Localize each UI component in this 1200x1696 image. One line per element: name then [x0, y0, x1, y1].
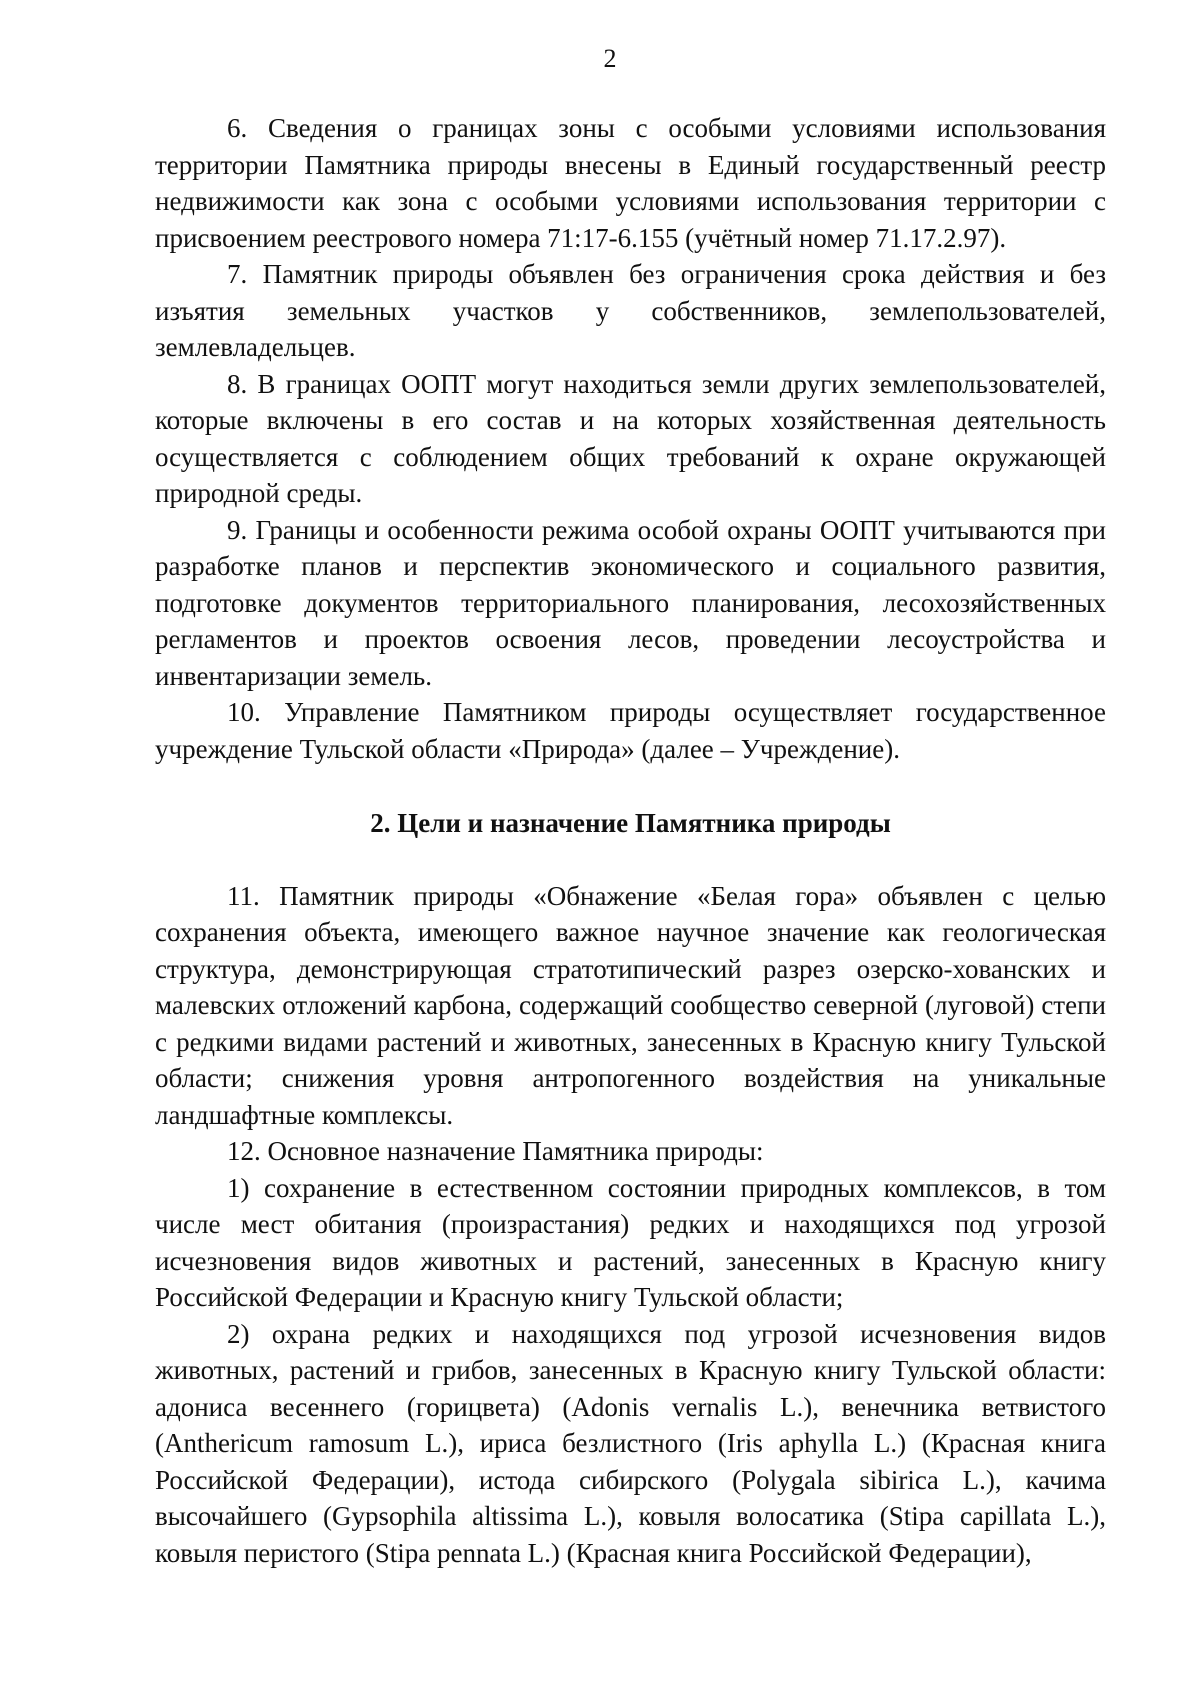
paragraph-8: 8. В границах ООПТ могут находиться земли других землепользователей, которые включены в его состав и на которых хозяйственная деятельность осуществляется с соблюдением общих требований к охране окружающей природной среды.: [155, 368, 1106, 508]
paragraph-6: 6. Сведения о границах зоны с особыми условиями использования территории Памятника природы внесены в Единый государственный реестр недвижимости как зона с особыми условиями использования территории с присвоением реестрового номера 71:17-6.155 (учётный номер 71.17.2.97).: [155, 113, 1106, 253]
document-body: [155, 110, 1106, 1571]
page-number: 2: [603, 44, 617, 73]
list-item-2: 2) охрана редких и находящихся под угрозой исчезновения видов животных, растений и грибов, занесенных в Красную книгу Тульской области: адониса весеннего (горицвета) (Adonis vernalis L.), венечника ветвистого (Anthericum ramosum L.), ириса безлистного (Iris aphylla L.) (Красная книга Российской Федерации), истода сибирского (Polygala sibirica L.), качима высочайшего (Gypsophila altissima L.), ковыля волосатика (Stipa capillata L.), ковыля перистого (Stipa pennata L.) (Красная книга Российской Федерации),: [155, 1318, 1106, 1568]
paragraph-12: 12. Основное назначение Памятника природы:: [227, 1136, 764, 1166]
list-item-1: 1) сохранение в естественном состоянии природных комплексов, в том числе мест обитания (произрастания) редких и находящихся под угрозой исчезновения видов животных и растений, занесенных в Красную книгу Российской Федерации и Красную книгу Тульской области;: [155, 1172, 1106, 1312]
paragraph-11: 11. Памятник природы «Обнажение «Белая гора» объявлен с целью сохранения объекта, имеющего важное научное значение как геологическая структура, демонстрирующая стратотипический разрез озерско-хованских и малевских отложений карбона, содержащий сообщество северной (луговой) степи с редкими видами растений и животных, занесенных в Красную книгу Тульской области; снижения уровня антропогенного воздействия на уникальные ландшафтные комплексы.: [155, 880, 1106, 1130]
paragraph-9: 9. Границы и особенности режима особой охраны ООПТ учитываются при разработке планов и перспектив экономического и социального развития, подготовке документов территориального планирования, лесохозяйственных регламентов и проектов освоения лесов, проведении лесоустройства и инвентаризации земель.: [155, 514, 1106, 691]
paragraph-7: 7. Памятник природы объявлен без ограничения срока действия и без изъятия земельных участков у собственников, землепользователей, землевладельцев.: [155, 259, 1106, 362]
section-heading: 2. Цели и назначение Памятника природы: [370, 808, 891, 838]
paragraph-10: 10. Управление Памятником природы осуществляет государственное учреждение Тульской области «Природа» (далее – Учреждение).: [155, 697, 1106, 764]
